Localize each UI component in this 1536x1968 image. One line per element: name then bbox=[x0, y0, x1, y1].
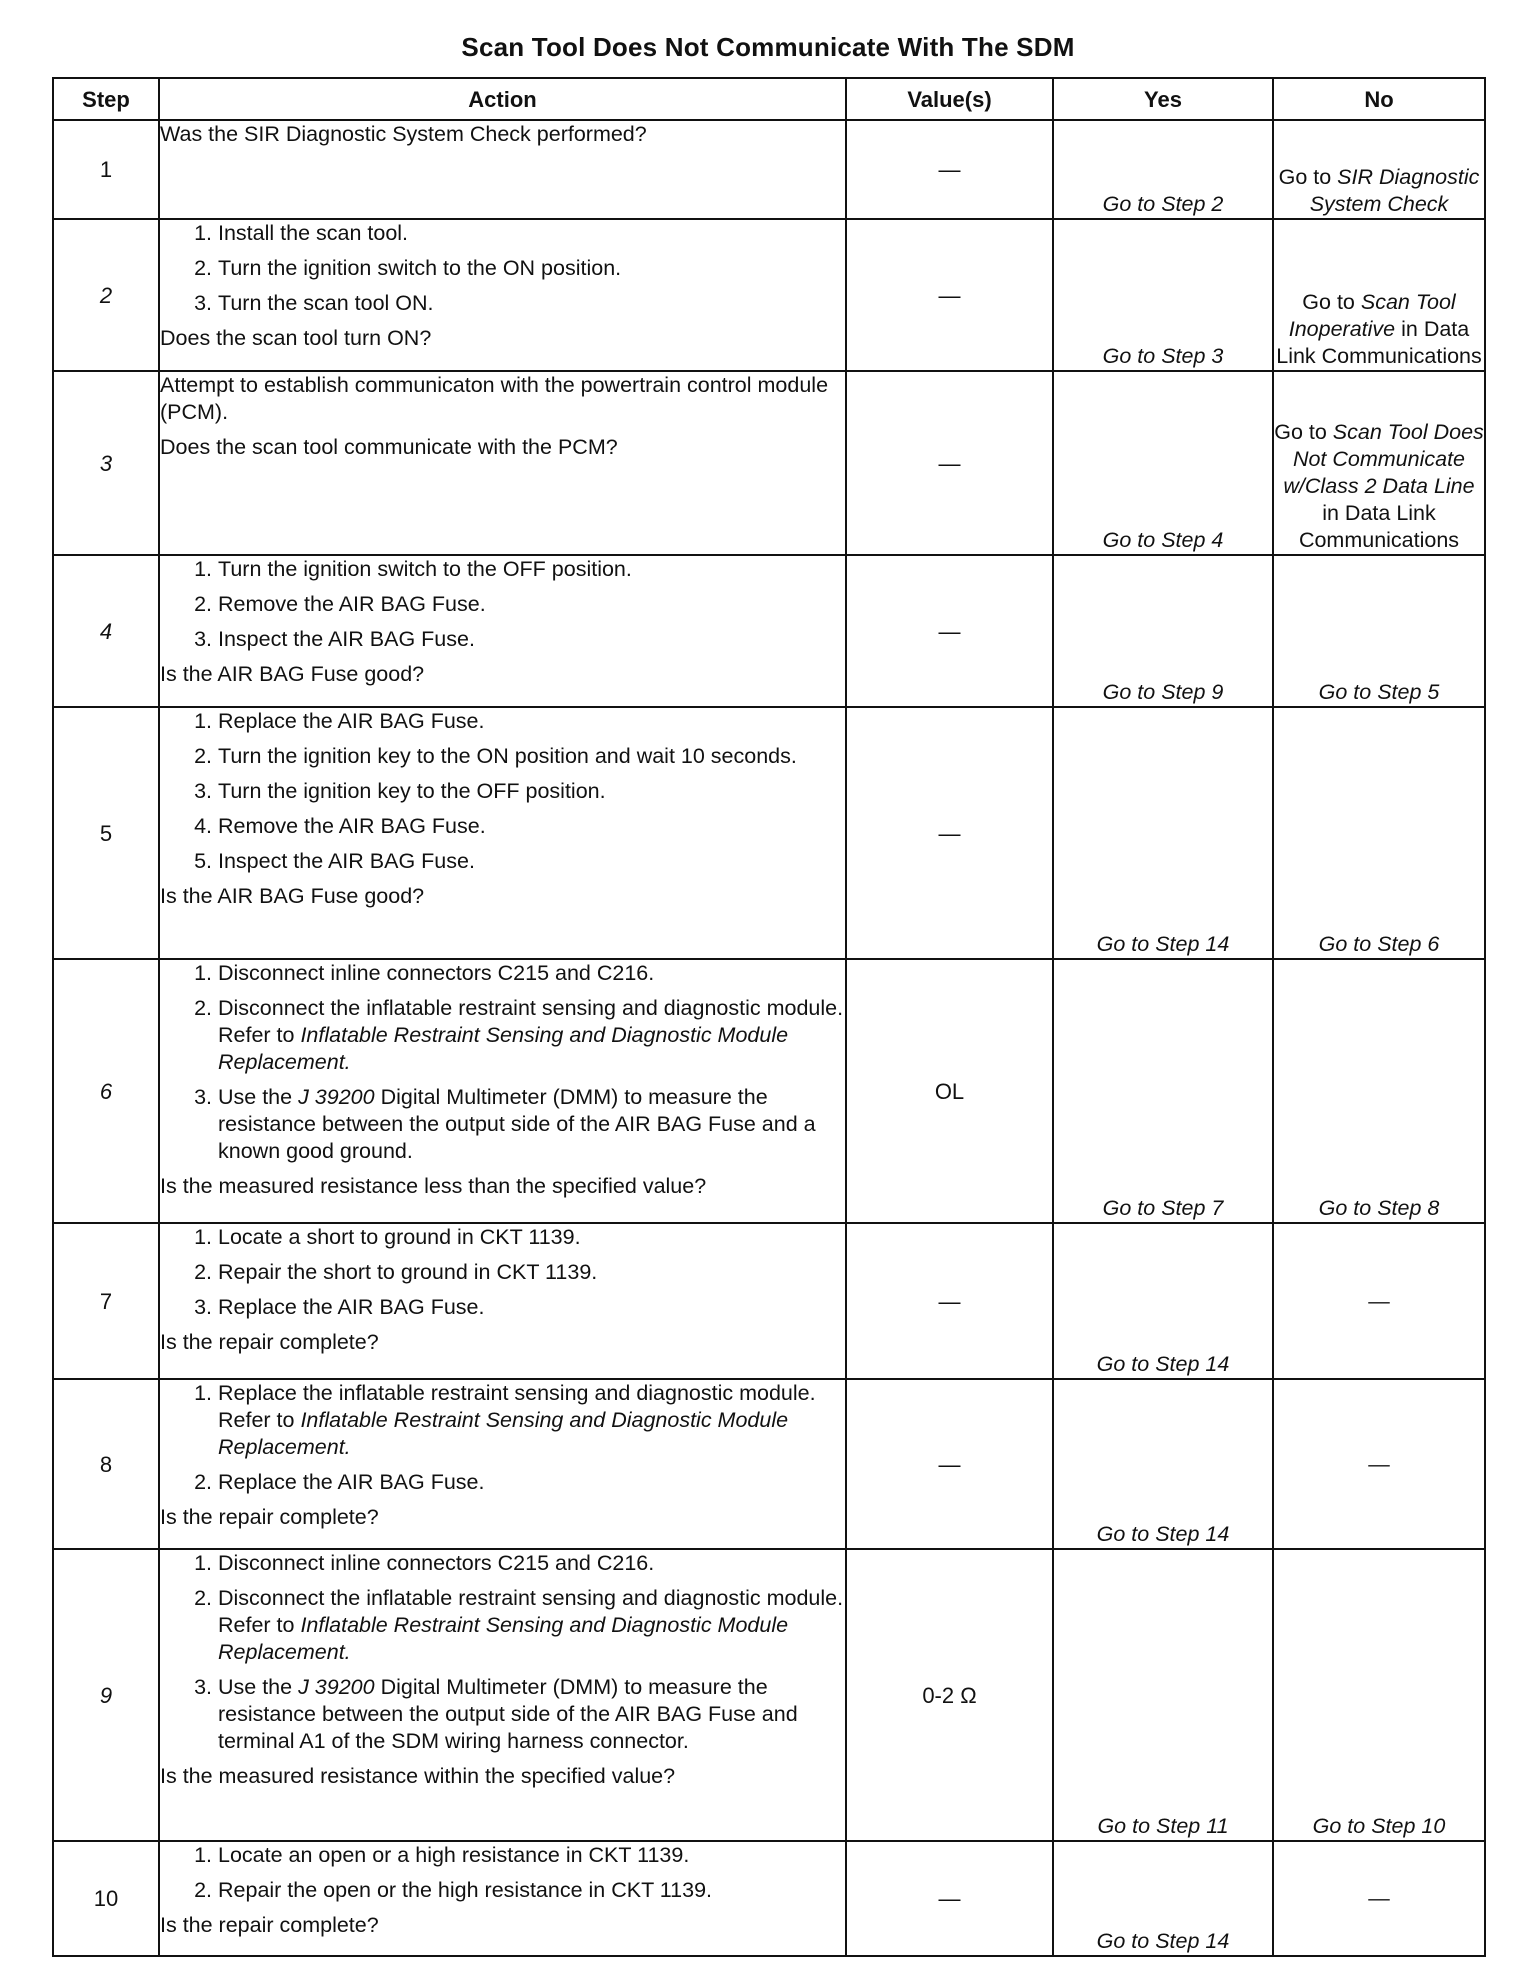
value-cell: — bbox=[846, 707, 1053, 959]
header-yes: Yes bbox=[1053, 78, 1273, 120]
step-item-text: Disconnect inline connectors C215 and C216. bbox=[218, 961, 655, 985]
step-item-number: 1. bbox=[194, 1225, 212, 1249]
step-item-reference: Inflatable Restraint Sensing and Diagnostic Module Replacement. bbox=[218, 1408, 789, 1459]
step-number: 5 bbox=[53, 707, 159, 959]
yes-cell: Go to Step 11 bbox=[1053, 1549, 1273, 1841]
action-step bbox=[160, 1224, 845, 1251]
action-cell bbox=[159, 219, 846, 371]
value-cell: — bbox=[846, 120, 1053, 219]
no-reference: SIR Diagnostic System Check bbox=[1309, 165, 1480, 216]
step-number: 4 bbox=[53, 555, 159, 707]
value-cell: — bbox=[846, 1841, 1053, 1956]
step-item-number: 3. bbox=[194, 1295, 212, 1319]
header-row bbox=[53, 78, 1485, 120]
step-item-text: Disconnect inline connectors C215 and C216. bbox=[218, 1551, 655, 1575]
step-item-reference: Inflatable Restraint Sensing and Diagnostic Module Replacement. bbox=[218, 1023, 789, 1074]
step-item-text: Inspect the AIR BAG Fuse. bbox=[218, 849, 475, 873]
action-question: Is the repair complete? bbox=[160, 1913, 379, 1937]
no-cell: Go to Step 5 bbox=[1273, 555, 1485, 707]
step-number: 3 bbox=[53, 371, 159, 555]
step-item-text: Inspect the AIR BAG Fuse. bbox=[218, 627, 475, 651]
step-number: 2 bbox=[53, 219, 159, 371]
step-item-reference: J 39200 bbox=[298, 1085, 375, 1109]
action-cell bbox=[159, 959, 846, 1223]
step-item-text: Disconnect the inflatable restraint sensing and diagnostic module. Refer to bbox=[218, 996, 844, 1047]
value-cell: — bbox=[846, 1223, 1053, 1379]
action-text: Was the SIR Diagnostic System Check performed? bbox=[160, 122, 647, 146]
yes-cell: Go to Step 4 bbox=[1053, 371, 1273, 555]
action-cell bbox=[159, 707, 846, 959]
action-step bbox=[160, 1842, 845, 1869]
table-body bbox=[53, 120, 1485, 1956]
step-item-number: 3. bbox=[194, 1675, 212, 1699]
action-step bbox=[160, 995, 845, 1076]
action-step bbox=[160, 591, 845, 618]
value-cell: — bbox=[846, 219, 1053, 371]
step-item-text: Repair the open or the high resistance in CKT 1139. bbox=[218, 1878, 713, 1902]
no-cell: Go to Step 10 bbox=[1273, 1549, 1485, 1841]
step-item-text: Turn the ignition switch to the ON position. bbox=[218, 256, 622, 280]
action-cell bbox=[159, 120, 846, 219]
action-step bbox=[160, 220, 845, 247]
step-item-number: 3. bbox=[194, 1085, 212, 1109]
step-item-text: Locate an open or a high resistance in CKT 1139. bbox=[218, 1843, 690, 1867]
action-cell bbox=[159, 371, 846, 555]
action-steps-list bbox=[160, 556, 845, 653]
yes-cell: Go to Step 14 bbox=[1053, 1379, 1273, 1549]
action-question: Is the AIR BAG Fuse good? bbox=[160, 662, 425, 686]
step-item-number: 2. bbox=[194, 1878, 212, 1902]
yes-cell: Go to Step 2 bbox=[1053, 120, 1273, 219]
step-number: 7 bbox=[53, 1223, 159, 1379]
action-steps-list bbox=[160, 1550, 845, 1755]
no-text: Go to bbox=[1278, 165, 1338, 189]
value-cell: — bbox=[846, 1379, 1053, 1549]
header-values: Value(s) bbox=[846, 78, 1053, 120]
action-steps-list bbox=[160, 1842, 845, 1904]
step-number: 1 bbox=[53, 120, 159, 219]
value-cell: 0-2 Ω bbox=[846, 1549, 1053, 1841]
step-item-number: 2. bbox=[194, 1470, 212, 1494]
yes-cell: Go to Step 3 bbox=[1053, 219, 1273, 371]
table-row bbox=[53, 1223, 1485, 1379]
action-step bbox=[160, 1084, 845, 1165]
no-cell: — bbox=[1273, 1223, 1485, 1379]
header-step: Step bbox=[53, 78, 159, 120]
action-step bbox=[160, 1380, 845, 1461]
step-item-text: Replace the inflatable restraint sensing and diagnostic module. Refer to bbox=[218, 1381, 816, 1432]
action-step bbox=[160, 960, 845, 987]
no-cell: Go to Step 8 bbox=[1273, 959, 1485, 1223]
no-text: Go to bbox=[1302, 290, 1361, 314]
page-title: Scan Tool Does Not Communicate With The SDM bbox=[461, 32, 1075, 62]
action-question: Is the measured resistance within the specified value? bbox=[160, 1764, 676, 1788]
step-item-number: 1. bbox=[194, 961, 212, 985]
no-text: in Data Link Communications bbox=[1298, 501, 1460, 552]
action-steps-list bbox=[160, 960, 845, 1165]
action-cell bbox=[159, 1549, 846, 1841]
action-text: Attempt to establish communicaton with the powertrain control module (PCM). bbox=[160, 373, 829, 424]
step-item-number: 5. bbox=[194, 849, 212, 873]
action-step bbox=[160, 708, 845, 735]
action-step bbox=[160, 743, 845, 770]
table-row bbox=[53, 555, 1485, 707]
step-item-number: 2. bbox=[194, 1586, 212, 1610]
diagnostic-table bbox=[52, 77, 1486, 1957]
action-question: Is the repair complete? bbox=[160, 1330, 379, 1354]
action-steps-list bbox=[160, 708, 845, 875]
step-item-number: 2. bbox=[194, 592, 212, 616]
step-item-text: Disconnect the inflatable restraint sensing and diagnostic module. Refer to bbox=[218, 1586, 844, 1637]
step-item-number: 1. bbox=[194, 1381, 212, 1405]
table-row bbox=[53, 959, 1485, 1223]
no-cell bbox=[1273, 219, 1485, 371]
yes-cell: Go to Step 7 bbox=[1053, 959, 1273, 1223]
action-question: Is the repair complete? bbox=[160, 1505, 379, 1529]
action-question: Does the scan tool turn ON? bbox=[160, 326, 432, 350]
value-cell: — bbox=[846, 371, 1053, 555]
header-action: Action bbox=[159, 78, 846, 120]
action-cell bbox=[159, 1841, 846, 1956]
step-item-number: 4. bbox=[194, 814, 212, 838]
yes-cell: Go to Step 14 bbox=[1053, 707, 1273, 959]
yes-cell: Go to Step 9 bbox=[1053, 555, 1273, 707]
table-row bbox=[53, 1379, 1485, 1549]
action-step bbox=[160, 556, 845, 583]
action-step bbox=[160, 1877, 845, 1904]
table-row bbox=[53, 371, 1485, 555]
step-item-text: Turn the ignition switch to the OFF position. bbox=[218, 557, 632, 581]
step-item-text: Replace the AIR BAG Fuse. bbox=[218, 1470, 485, 1494]
action-cell bbox=[159, 555, 846, 707]
action-step bbox=[160, 1674, 845, 1755]
no-cell bbox=[1273, 371, 1485, 555]
no-cell bbox=[1273, 120, 1485, 219]
table-row bbox=[53, 1549, 1485, 1841]
step-item-number: 1. bbox=[194, 221, 212, 245]
step-item-reference: J 39200 bbox=[298, 1675, 375, 1699]
step-number: 10 bbox=[53, 1841, 159, 1956]
no-text: Go to bbox=[1274, 420, 1333, 444]
step-number: 8 bbox=[53, 1379, 159, 1549]
table-row bbox=[53, 707, 1485, 959]
step-item-text: Use the bbox=[218, 1085, 299, 1109]
action-step bbox=[160, 778, 845, 805]
value-cell: — bbox=[846, 555, 1053, 707]
action-step bbox=[160, 848, 845, 875]
no-cell: — bbox=[1273, 1379, 1485, 1549]
value-cell: OL bbox=[846, 959, 1053, 1223]
action-step bbox=[160, 1585, 845, 1666]
action-steps-list bbox=[160, 220, 845, 317]
step-item-number: 2. bbox=[194, 256, 212, 280]
table-row bbox=[53, 120, 1485, 219]
action-step bbox=[160, 1294, 845, 1321]
step-item-text: Repair the short to ground in CKT 1139. bbox=[218, 1260, 598, 1284]
step-number: 6 bbox=[53, 959, 159, 1223]
step-item-text: Replace the AIR BAG Fuse. bbox=[218, 709, 485, 733]
action-step bbox=[160, 813, 845, 840]
table-row bbox=[53, 219, 1485, 371]
step-item-number: 1. bbox=[194, 557, 212, 581]
action-question: Is the measured resistance less than the specified value? bbox=[160, 1174, 707, 1198]
no-text: in Data Link Communications bbox=[1276, 317, 1482, 368]
step-item-number: 3. bbox=[194, 779, 212, 803]
step-item-number: 1. bbox=[194, 1843, 212, 1867]
no-reference: Scan Tool Inoperative bbox=[1288, 290, 1456, 341]
step-item-text: Digital Multimeter (DMM) to measure the resistance between the output side of the AIR BAG Fuse and a known good ground. bbox=[218, 1085, 816, 1163]
action-cell bbox=[159, 1223, 846, 1379]
yes-cell: Go to Step 14 bbox=[1053, 1223, 1273, 1379]
step-item-text: Install the scan tool. bbox=[218, 221, 409, 245]
action-cell bbox=[159, 1379, 846, 1549]
action-text: Does the scan tool communicate with the PCM? bbox=[160, 435, 618, 459]
yes-cell: Go to Step 14 bbox=[1053, 1841, 1273, 1956]
action-step bbox=[160, 290, 845, 317]
table-row bbox=[53, 1841, 1485, 1956]
step-number: 9 bbox=[53, 1549, 159, 1841]
step-item-text: Replace the AIR BAG Fuse. bbox=[218, 1295, 485, 1319]
step-item-text: Turn the scan tool ON. bbox=[218, 291, 434, 315]
action-step bbox=[160, 1550, 845, 1577]
action-step bbox=[160, 1469, 845, 1496]
no-cell: Go to Step 6 bbox=[1273, 707, 1485, 959]
step-item-text: Remove the AIR BAG Fuse. bbox=[218, 592, 486, 616]
step-item-text: Remove the AIR BAG Fuse. bbox=[218, 814, 486, 838]
step-item-number: 3. bbox=[194, 627, 212, 651]
step-item-number: 1. bbox=[194, 1551, 212, 1575]
action-step bbox=[160, 1259, 845, 1286]
step-item-text: Locate a short to ground in CKT 1139. bbox=[218, 1225, 581, 1249]
step-item-text: Turn the ignition key to the ON position and wait 10 seconds. bbox=[218, 744, 797, 768]
action-step bbox=[160, 626, 845, 653]
action-step bbox=[160, 255, 845, 282]
step-item-number: 1. bbox=[194, 709, 212, 733]
step-item-number: 2. bbox=[194, 1260, 212, 1284]
action-steps-list bbox=[160, 1380, 845, 1496]
header-no: No bbox=[1273, 78, 1485, 120]
step-item-text: Turn the ignition key to the OFF position. bbox=[218, 779, 606, 803]
action-steps-list bbox=[160, 1224, 845, 1321]
step-item-reference: Inflatable Restraint Sensing and Diagnostic Module Replacement. bbox=[218, 1613, 789, 1664]
no-cell: — bbox=[1273, 1841, 1485, 1956]
no-reference: Scan Tool Does Not Communicate w/Class 2 Data Line bbox=[1283, 420, 1484, 498]
step-item-number: 3. bbox=[194, 291, 212, 315]
step-item-number: 2. bbox=[194, 744, 212, 768]
step-item-number: 2. bbox=[194, 996, 212, 1020]
step-item-text: Use the bbox=[218, 1675, 299, 1699]
action-question: Is the AIR BAG Fuse good? bbox=[160, 884, 425, 908]
step-item-text: Digital Multimeter (DMM) to measure the resistance between the output side of the AIR BAG Fuse and terminal A1 of the SDM wiring harness connector. bbox=[218, 1675, 798, 1753]
